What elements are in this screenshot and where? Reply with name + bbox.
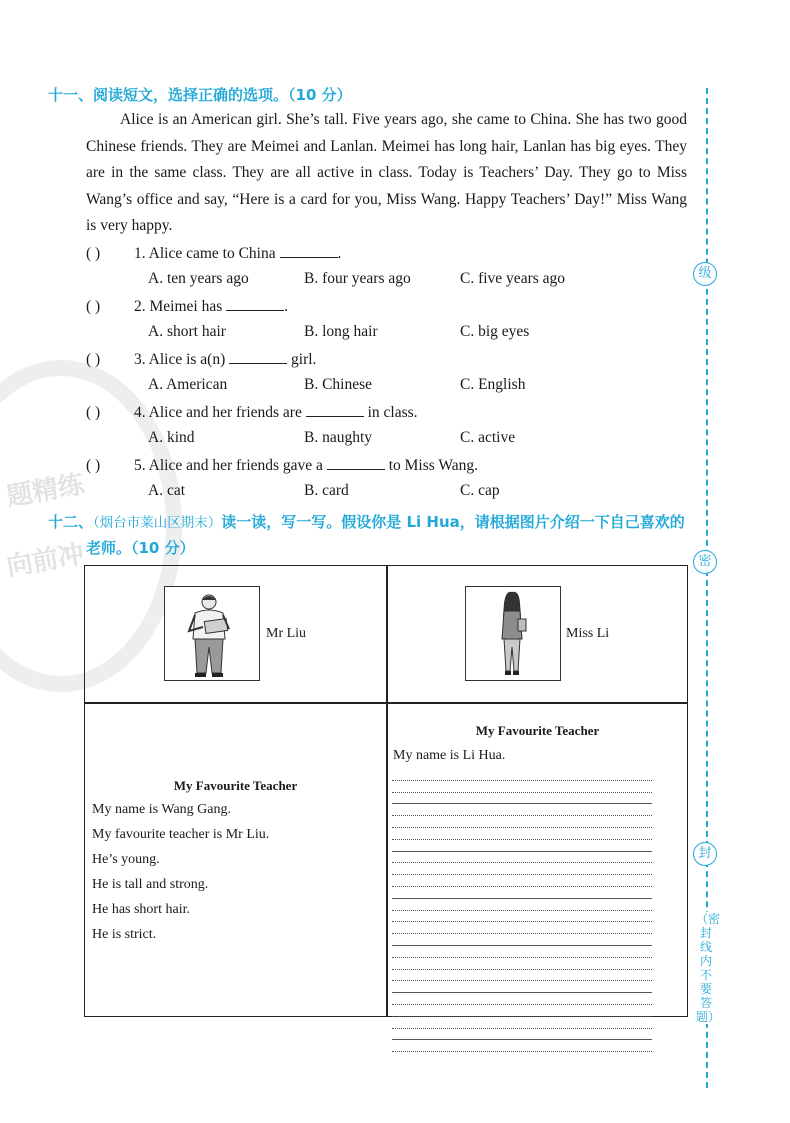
option-a: A. kind xyxy=(148,429,195,446)
option-a: A. cat xyxy=(148,482,186,499)
option-c: C. English xyxy=(460,376,526,393)
sample-line: He has short hair. xyxy=(92,902,190,917)
option-b: B. Chinese xyxy=(304,376,373,393)
question-2: ( ) 2. Meimei has . xyxy=(86,298,288,315)
section-12-title-line2: 老师。（10 分） xyxy=(86,539,195,557)
answer-paren[interactable]: ( ) xyxy=(86,457,101,474)
sample-line: My name is Wang Gang. xyxy=(92,802,231,817)
writing-first-line: My name is Li Hua. xyxy=(393,748,506,763)
watermark-text: 向前冲 xyxy=(4,539,87,583)
writing-title: My Favourite Teacher xyxy=(475,723,600,738)
table-divider-vertical xyxy=(386,566,388,1016)
answer-paren[interactable]: ( ) xyxy=(86,404,101,421)
option-a: A. American xyxy=(148,376,228,393)
sample-line: He is tall and strong. xyxy=(92,877,209,892)
blank xyxy=(280,243,338,258)
blank xyxy=(229,349,287,364)
table-divider-horizontal xyxy=(85,702,687,704)
writing-area[interactable] xyxy=(392,769,652,1052)
blank xyxy=(327,455,385,470)
mr-liu-picture xyxy=(164,586,260,681)
seal-line-note: （密封线内不要答题） xyxy=(696,912,721,1024)
writing-table xyxy=(84,565,688,1017)
option-b: B. long hair xyxy=(304,323,378,340)
teacher-name-left: Mr Liu xyxy=(266,626,307,641)
sample-line: My favourite teacher is Mr Liu. xyxy=(92,827,270,842)
sample-line: He’s young. xyxy=(92,852,160,867)
teacher-name-right: Miss Li xyxy=(566,626,610,641)
miss-li-picture xyxy=(465,586,561,681)
option-a: A. ten years ago xyxy=(148,270,249,287)
answer-paren[interactable]: ( ) xyxy=(86,298,101,315)
option-b: B. naughty xyxy=(304,429,373,446)
option-c: C. five years ago xyxy=(460,270,566,287)
question-5: ( ) 5. Alice and her friends gave a to Miss Wang. xyxy=(86,457,479,474)
option-b: B. four years ago xyxy=(304,270,411,287)
option-b: B. card xyxy=(304,482,349,499)
sample-essay-title: My Favourite Teacher xyxy=(173,778,298,793)
question-4: ( ) 4. Alice and her friends are in class. xyxy=(86,404,418,421)
sample-line: He is strict. xyxy=(92,927,157,942)
seal-circle: 级 xyxy=(693,262,717,286)
section-12-title: 十二、（烟台市莱山区期末）读一读，写一写。假设你是 Li Hua，请根据图片介绍一下自己喜欢的 xyxy=(48,513,685,531)
seal-circle: 密 xyxy=(693,550,717,574)
reading-passage: Alice is an American girl. She’s tall. Five years ago, she came to China. She has two good Chinese friends. They are Meimei and Lanlan. Meimei has long hair, Lanlan has big eyes. They are in the same class. They are all active in class. Today is Teachers’ Day. They go to Miss Wang’s office and say, “Here is a card for you, Miss Wang. Happy Teachers’ Day!” Miss Wang is very happy. xyxy=(86,111,687,235)
answer-paren[interactable]: ( ) xyxy=(86,351,101,368)
answer-paren[interactable]: ( ) xyxy=(86,245,101,262)
option-a: A. short hair xyxy=(148,323,226,340)
option-c: C. cap xyxy=(460,482,500,499)
seal-circle: 封 xyxy=(693,842,717,866)
option-c: C. active xyxy=(460,429,516,446)
option-c: C. big eyes xyxy=(460,323,530,340)
question-1: ( ) 1. Alice came to China . xyxy=(86,245,342,262)
section-11-title: 十一、阅读短文，选择正确的选项。（10 分） xyxy=(48,86,352,104)
blank xyxy=(226,296,284,311)
question-3: ( ) 3. Alice is a(n) girl. xyxy=(86,351,317,368)
source-note: （烟台市莱山区期末） xyxy=(93,515,222,531)
watermark-text: 题精练 xyxy=(4,469,87,513)
blank xyxy=(306,402,364,417)
